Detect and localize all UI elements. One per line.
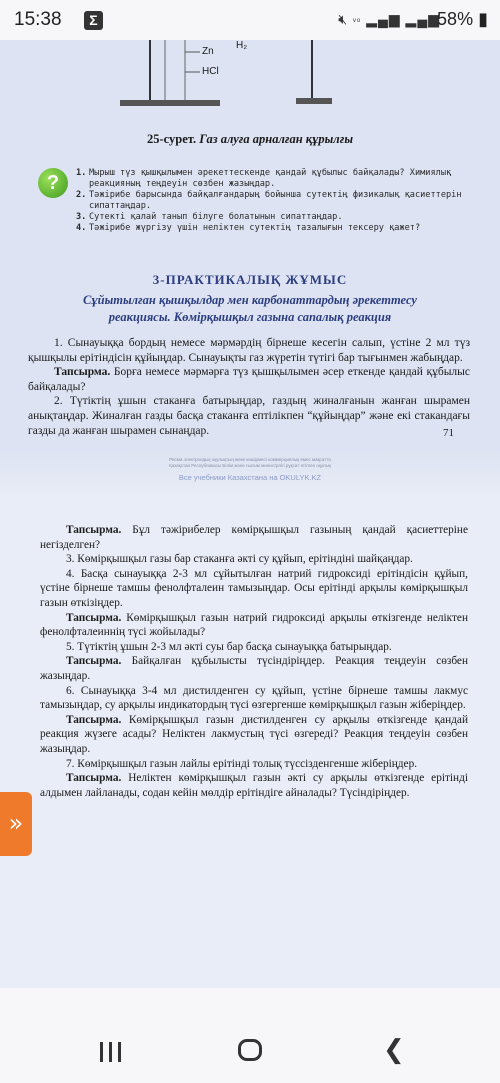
list-item: 2. Тәжірибе барысында байқалғандарың бойынша сутектің физикалық қасиеттерін сипаттаңдар. [76,190,462,211]
notification-icon: Σ [84,11,103,30]
label-zn: Zn [202,46,214,57]
navigation-bar [0,988,500,1083]
figure-caption [0,132,500,147]
signal-strength-2-icon: ▂▄▆ [405,11,440,27]
label-hcl: HCl [202,66,219,77]
task-paragraph: Тапсырма. Неліктен көмірқышқыл газын әкті су арқылы өткізгенде ерітінді алдымен лайланады, содан кейін мөлдір ерітіндіге айналады? Түсіндіріңдер. [40,772,468,799]
paragraph: 6. Сынауыққа 3-4 мл дистилденген су құйып, үстіне бірнеше тамшы лакмус тамызыңдар, су арқылы индикатордың түсі өзгергенше көмірқышқыл газын жіберіңдер. [40,684,468,712]
page-number: 71 [443,427,454,439]
book-page-72 [0,495,500,988]
expand-side-button[interactable]: » [0,792,32,856]
signal-strength-icon: ▂▄▆ [366,11,401,27]
task-paragraph: Тапсырма. Көмірқышқыл газын дистилденген су арқылы өткізгенде қандай реакция жүзеге асады? Неліктен лакмустың түсі өзгереді? Реакция теңдеуін сөзбен жазыңдар. [40,713,468,755]
task-paragraph: Тапсырма. Борға немесе мәрмәрға түз қышқылымен әсер еткенде қандай құбылыс байқалады? [28,366,470,393]
list-item: 3. Сутекті қалай танып білуге болатынын сипаттаңдар. [76,212,343,222]
label-h2: H₂ [236,40,248,51]
paragraph: 7. Көмірқышқыл газын лайлы ерітінді толық түссізденгенше жіберіңдер. [66,757,418,770]
page-break [0,450,500,495]
copyright-notice: Ресми электрондық оқулықтың жеке көшірмесі коммерциялық емес мақсатта Қазақстан Республикасы Білім және ғылым министрлігі рұқсат етілген оқулық [169,457,331,468]
battery-percent: 58% ▮ [437,9,488,29]
apparatus-figure [0,40,500,125]
task-paragraph: Тапсырма. Байқалған құбылысты түсіндіріңдер. Реакция теңдеуін сөзбен жазыңдар. [40,655,468,682]
apparatus-drawing [0,40,500,125]
back-button[interactable]: ❮ [383,1035,405,1065]
question-icon: ? [38,168,68,198]
list-item: 1. Мырыш түз қышқылымен әрекеттескенде қандай құбылыс байқалады? Химиялық реакцияның теңдеуін сөзбен жазыңдар. [76,168,452,189]
paragraph: 1. Сынауыққа бордың немесе мәрмәрдің бірнеше кесегін салып, үстіне 2 мл түз қышқылы ерітіндісін құйыңдар. Сынауықты газ жүретін түтігі бар тығынмен жабыңдар. [28,337,470,364]
paragraph: 5. Түтіктің ұшын 2-3 мл әкті суы бар басқа сынауыққа батырыңдар. [66,640,392,653]
caption-number: 25-сурет. [146,132,197,146]
practical-work-subheading: Сұйытылған қышқылдар мен карбонаттардың әрекеттесу реакциясы. Көмірқышқыл газына сапалық реакция [83,293,417,324]
mute-icon: 🔇︎ [338,11,349,27]
paragraph: 3. Көмірқышқыл газы бар стаканға әкті су құйып, ерітіндіні шайқаңдар. [66,553,413,566]
practical-work-heading: 3-ПРАКТИКАЛЫҚ ЖҰМЫС [152,272,348,287]
recent-apps-button[interactable] [100,1042,122,1062]
paragraph: 4. Басқа сынауыққа 2-3 мл сұйытылған натрий гидроксиді ерітіндісін құйып, үстіне бірнеше тамшы фенолфталеин тамызыңдар. Осы ерітінді арқылы көмірқышқыл газын өткізіңдер. [40,567,468,609]
status-bar [0,0,500,40]
status-time: 15:38 [14,9,62,30]
list-item: 4. Тәжірибе жүргізу үшін неліктен сутектің тазалығын тексеру қажет? [76,223,421,233]
paragraph: 2. Түтіктің ұшын стаканға батырыңдар, газдың жиналғанын жанған шырамен анықтаңдар. Жиналған газды басқа стаканға ептілікпен “құйыңдар” және екі стакандағы газды да жанған шырамен сынаңдар. [28,395,470,437]
caption-text: Газ алуға арналған құрылғы [199,132,354,146]
book-page-71 [0,40,500,450]
volte-icon: ᵛᵒ [353,16,362,26]
watermark-text: Все учебники Казахстана на OKULYK.KZ [178,473,322,482]
page2-body [40,523,468,800]
home-button[interactable] [238,1039,262,1061]
battery-icon: ▮ [478,9,488,29]
signal-icons [338,11,440,28]
task-paragraph: Тапсырма. Көмірқышқыл газын натрий гидроксиді арқылы өткізгенде неліктен фенолфталеиннің түсі жойылады? [40,611,468,639]
page1-body [28,336,470,438]
questions-list [76,168,466,234]
task-paragraph: Тапсырма. Бұл тәжірибелер көмірқышқыл газының қандай қасиеттеріне негізделген? [40,524,468,551]
